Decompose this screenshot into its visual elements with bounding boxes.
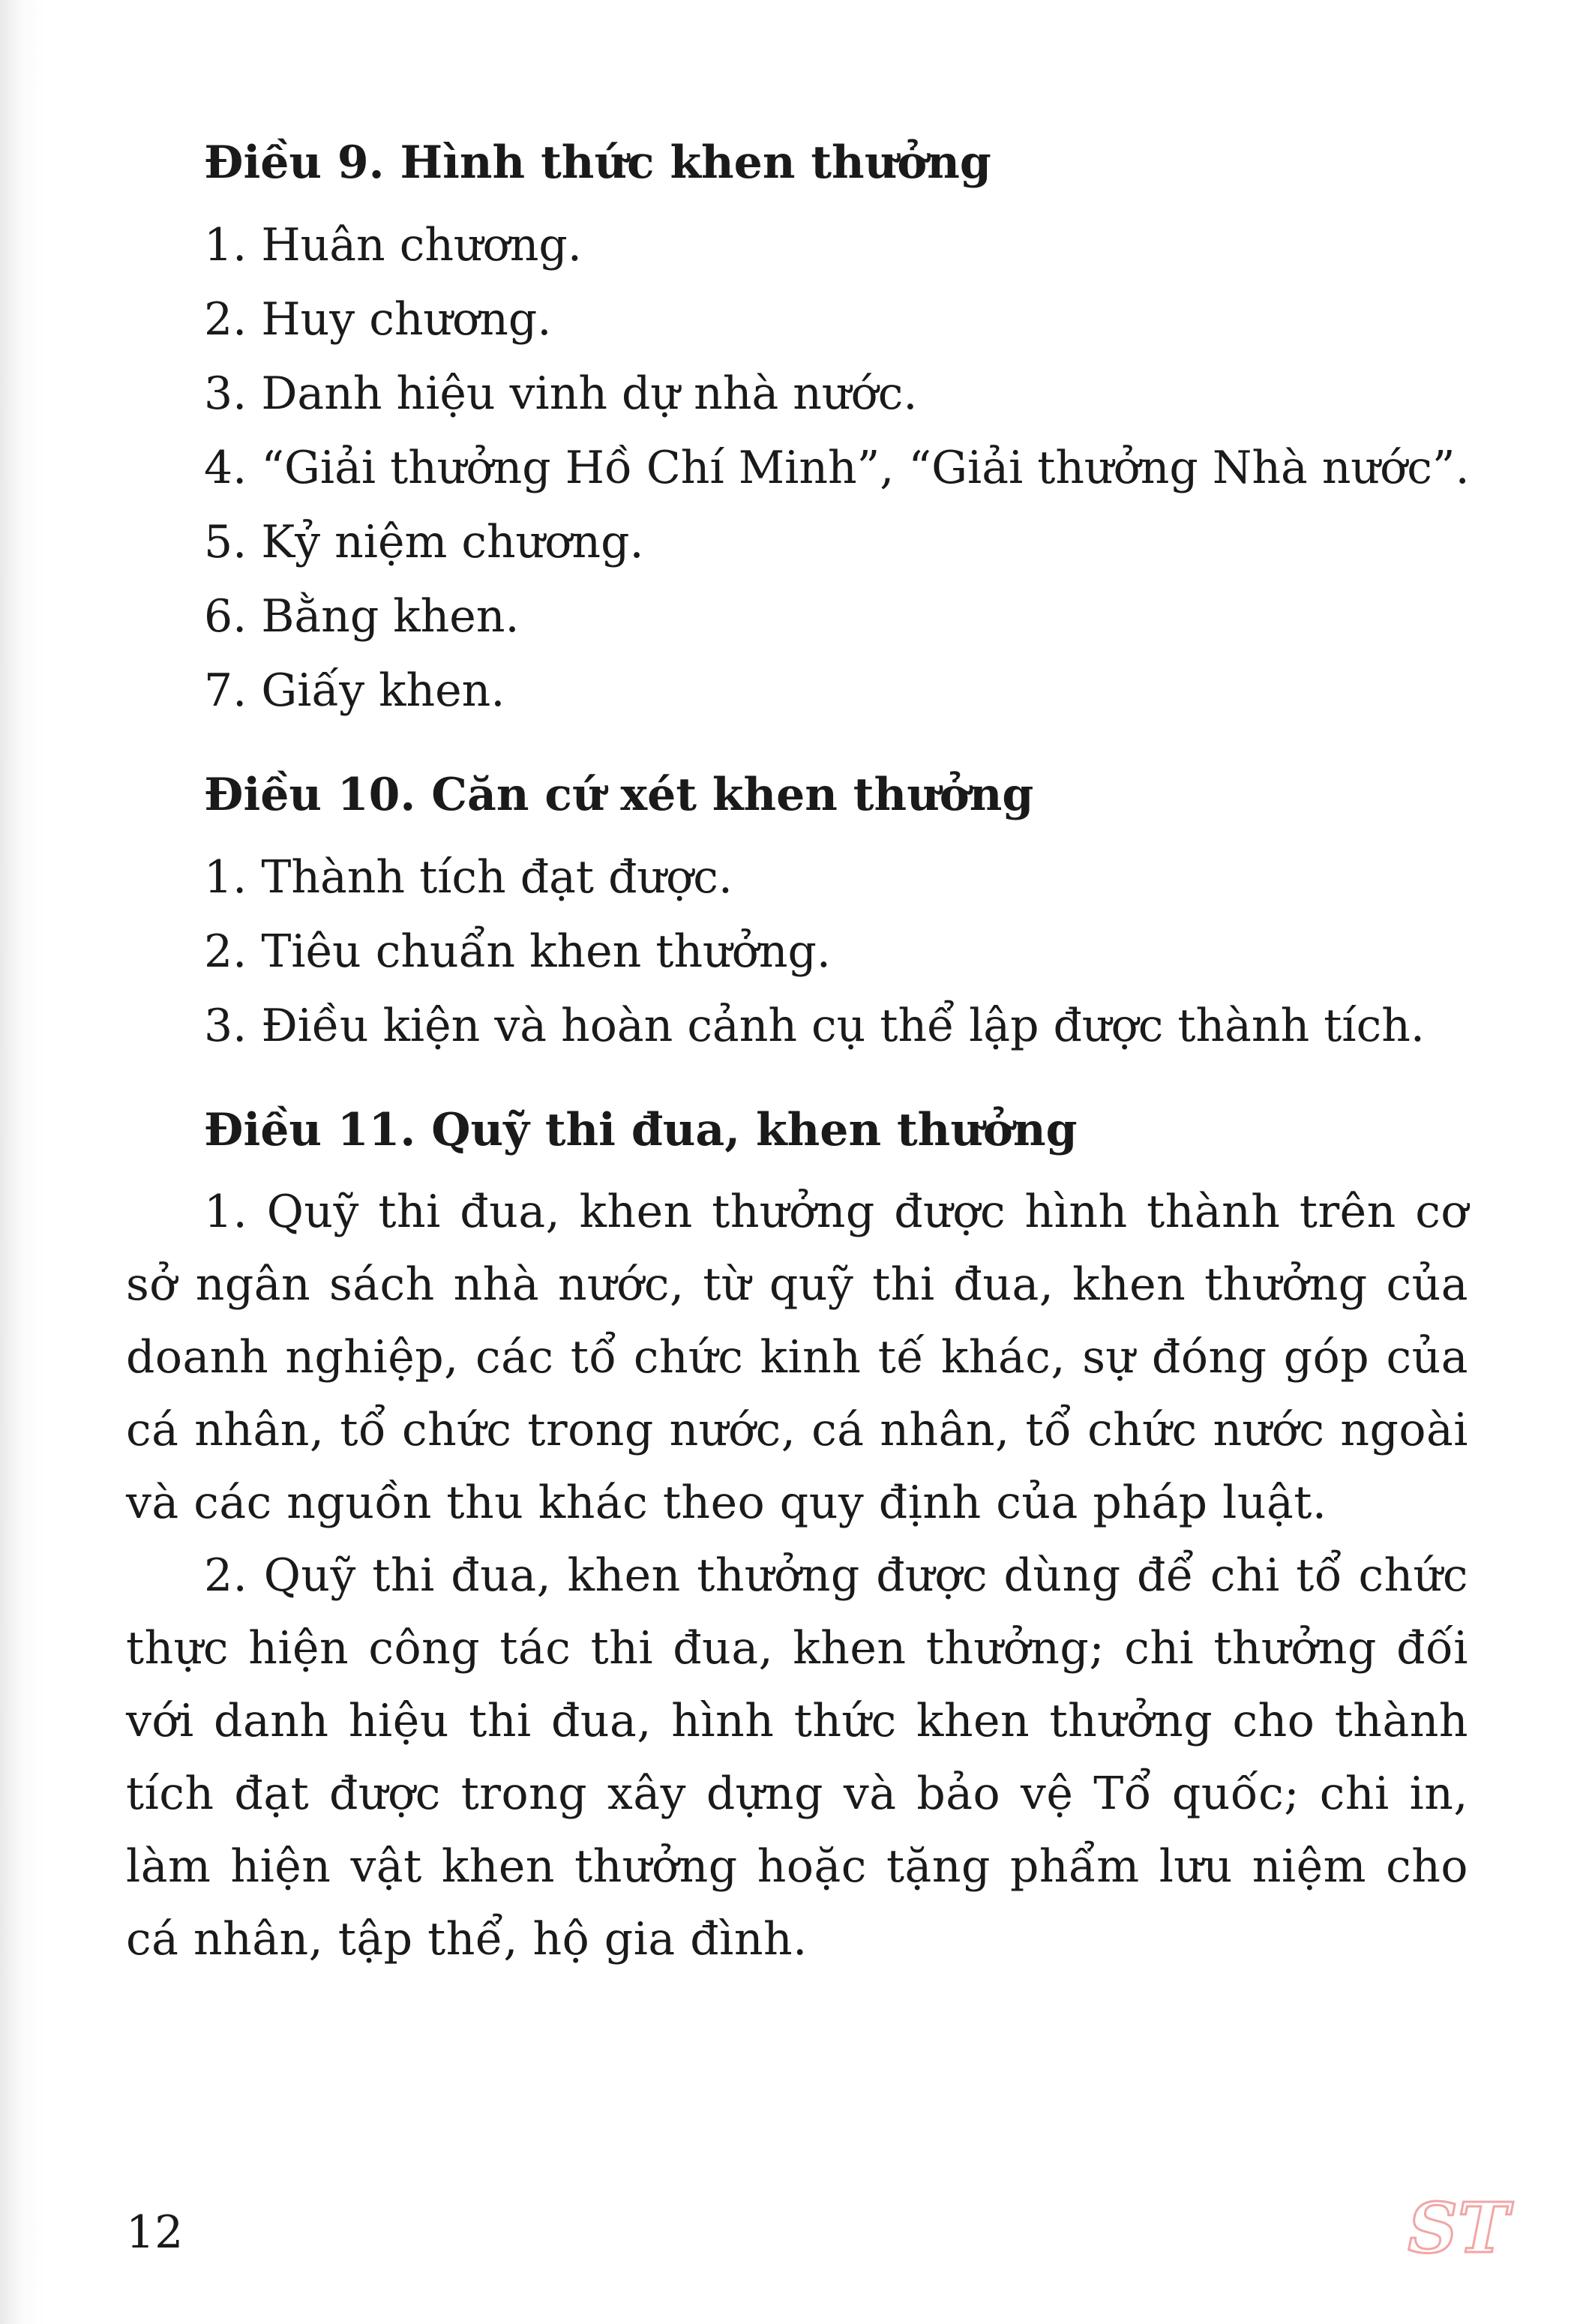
article-9-item: 4. “Giải thưởng Hồ Chí Minh”, “Giải thưởng Nhà nước”. [204, 442, 1470, 494]
article-9-item: 2. Huy chương. [204, 293, 552, 346]
article-9-item: 3. Danh hiệu vinh dự nhà nước. [204, 367, 918, 420]
article-10-item: 2. Tiêu chuẩn khen thưởng. [204, 925, 831, 978]
publisher-logo-icon [1408, 2186, 1510, 2269]
publisher-logo-text: ST [1408, 2188, 1510, 2269]
article-9-item: 5. Kỷ niệm chương. [204, 516, 644, 568]
article-11-paragraph: 1. Quỹ thi đua, khen thưởng được hình thành trên cơ sở ngân sách nhà nước, từ quỹ thi đua, khen thưởng của doanh nghiệp, các tổ chức kinh tế khác, sự đóng góp của cá nhân, tổ chức trong nước, cá nhân, tổ chức nước ngoài và các nguồn thu khác theo quy định của pháp luật. [126, 1186, 1468, 1529]
article-9-heading: Điều 9. Hình thức khen thưởng [204, 136, 991, 189]
article-10-list [126, 841, 1468, 1063]
page-number: 12 [126, 2206, 184, 2259]
article-11-paragraph: 2. Quỹ thi đua, khen thưởng được dùng để chi tổ chức thực hiện công tác thi đua, khen thưởng; chi thưởng đối với danh hiệu thi đua, hình thức khen thưởng cho thành tích đạt được trong xây dựng và bảo vệ Tổ quốc; chi in, làm hiện vật khen thưởng hoặc tặng phẩm lưu niệm cho cá nhân, tập thể, hộ gia đình. [126, 1549, 1468, 1966]
article-11-heading: Điều 11. Quỹ thi đua, khen thưởng [204, 1104, 1078, 1156]
article-10-heading: Điều 10. Căn cứ xét khen thưởng [204, 769, 1034, 821]
page-content [126, 135, 1468, 1976]
article-10-item: 3. Điều kiện và hoàn cảnh cụ thể lập được thành tích. [204, 1000, 1425, 1052]
article-9-list [126, 208, 1468, 728]
article-9-item: 1. Huân chương. [204, 219, 582, 271]
article-10-item: 1. Thành tích đạt được. [204, 851, 733, 904]
article-9-item: 6. Bằng khen. [204, 590, 520, 643]
article-9-item: 7. Giấy khen. [204, 664, 505, 717]
